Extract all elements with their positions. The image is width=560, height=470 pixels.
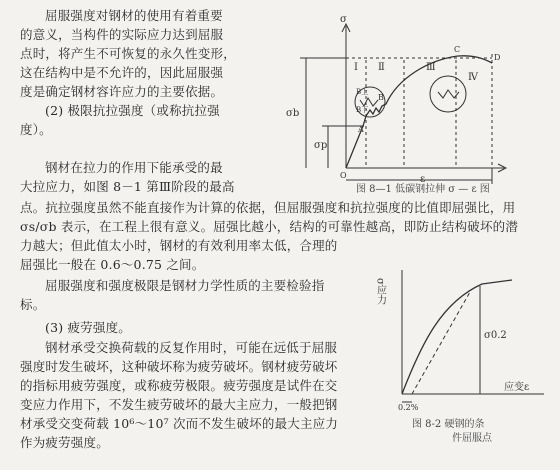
point-b-label: B: [378, 93, 384, 102]
caption-line: 图 8-2 硬钢的条: [412, 419, 485, 430]
text-line: 材承受交变荷载 10⁶～10⁷ 次而不发生破坏的最大主应力: [20, 416, 339, 431]
text-line: 钢材在拉力的作用下能承受的最: [45, 160, 223, 175]
text-line: 这在结构中是不允许的，因此屈服强: [20, 65, 224, 80]
epsilon-axis-label: ε: [420, 174, 426, 185]
y-axis-label: σ应力: [374, 278, 386, 305]
section-heading-3: [20, 318, 131, 337]
x-axis-label: 应变ε: [504, 382, 530, 393]
sigma-p-label: σp: [314, 140, 328, 151]
point-d-label: D: [494, 53, 501, 62]
section-heading-2-cont: 度）。: [20, 122, 52, 137]
stage-label-3: Ⅲ: [426, 62, 436, 73]
text-line: 屈服强度对钢材的使用有着重要: [45, 8, 223, 23]
sigma-axis-label: σ: [340, 14, 347, 25]
point-b-lower-label: B下: [356, 106, 369, 114]
text-line: 标。: [20, 297, 46, 312]
text-line: 的意义，当构件的实际应力达到屈服: [20, 27, 224, 42]
section-heading-2: (2) 极限抗拉强度（或称抗拉强: [45, 103, 220, 118]
text-line: 屈服强度和强度极限是钢材力学性质的主要检验指: [45, 278, 325, 293]
text-line: 变应力作用下，不发生疲劳破坏的最大主应力，一般把钢: [20, 397, 338, 412]
text-line: 的指标用疲劳强度，或称疲劳极限。疲劳强度是试件在交: [20, 378, 338, 393]
caption-line: 件屈服点: [452, 433, 492, 444]
text-line: 度是确定钢材容许应力的主要依据。: [20, 84, 224, 99]
figure-8-2-hard-steel: [372, 262, 552, 412]
text-line: 钢材承受交换荷载的反复作用时，可能在远低于屈服: [45, 340, 338, 355]
para-tensile-strength: [20, 158, 235, 196]
figure-8-1-stress-strain: [278, 8, 550, 194]
offset-label: 0.2%: [398, 403, 419, 412]
text-line: 点。抗拉强度虽然不能直接作为计算的依据，但屈服强度和抗拉强度的比值即屈强比，用: [20, 200, 516, 215]
text-line: 力越大；但此值太小时，钢材的有效利用率太低，合理的: [20, 238, 338, 253]
origin-label: O: [340, 171, 347, 180]
para-yield-strength: [20, 6, 236, 139]
stage-label-1: Ⅰ: [354, 62, 358, 73]
text-line: 屈强比一般在 0.6～0.75 之间。: [20, 257, 205, 272]
para-fatigue: [20, 338, 338, 452]
text-line: 强度时发生破坏，这种破坏称为疲劳破坏。钢材疲劳破坏: [20, 359, 338, 374]
point-c-label: C: [454, 45, 461, 54]
text-line: 点时，将产生不可恢复的永久性变形，: [20, 46, 236, 61]
point-a-label: A: [358, 125, 364, 134]
para-inspection: [20, 276, 324, 314]
text-line: 大拉应力，如图 8－1 第Ⅲ阶段的最高: [20, 179, 235, 194]
text-line: σs/σb 表示，在工程上很有意义。屈强比越小，结构的可靠性越高，即防止结构破坏的潜: [20, 219, 519, 234]
sigma-02-label: σ0.2: [484, 330, 507, 341]
heading-text: (3) 疲劳强度。: [45, 320, 131, 335]
figure-8-2-caption: [412, 418, 492, 446]
stage-label-2: Ⅱ: [378, 62, 385, 73]
point-b-upper-label: B上: [356, 88, 369, 96]
sigma-b-label: σb: [286, 108, 300, 119]
text-line: 作为疲劳强度。: [20, 435, 109, 450]
stage-label-4: Ⅳ: [468, 72, 478, 83]
figure-8-1-caption: 图 8—1 低碳钢拉伸 σ — ε 图: [356, 184, 490, 195]
